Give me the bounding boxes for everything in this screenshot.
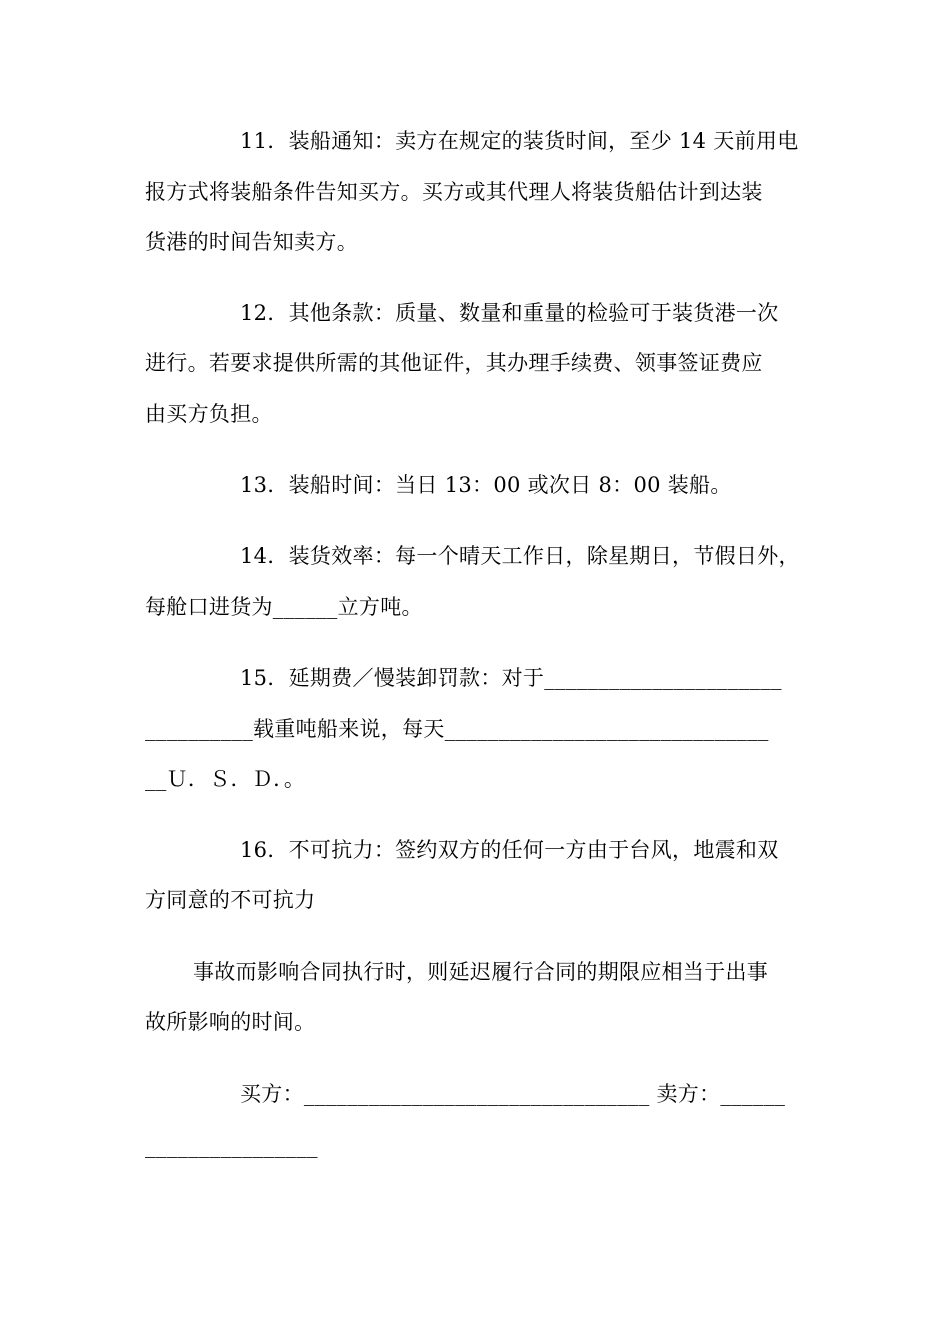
clause-14-line-1: 14．装货效率：每一个晴天工作日，除星期日，节假日外， xyxy=(240,544,800,568)
clause-15-line-3: __Ｕ．Ｓ．Ｄ．。 xyxy=(145,767,306,791)
clause-12-line-1: 12．其他条款：质量、数量和重量的检验可于装货港一次 xyxy=(240,301,779,325)
clause-15-line-1: 15．延期费／慢装卸罚款：对于______________________ xyxy=(240,666,782,690)
clause-16-line-3: 事故而影响合同执行时，则延迟履行合同的期限应相当于出事 xyxy=(193,960,769,984)
clause-16-line-2: 方同意的不可抗力 xyxy=(145,888,316,912)
signature-line-2: ________________ xyxy=(145,1134,318,1158)
clause-11-line-2: 报方式将装船条件告知买方。买方或其代理人将装货船估计到达装 xyxy=(145,180,763,204)
clause-11-line-1: 11．装船通知：卖方在规定的装货时间，至少 14 天前用电 xyxy=(240,129,799,153)
clause-12-line-3: 由买方负担。 xyxy=(145,402,273,426)
clause-13-line-1: 13．装船时间：当日 13：00 或次日 8：00 装船。 xyxy=(240,473,732,497)
clause-11-line-3: 货港的时间告知卖方。 xyxy=(145,230,358,254)
clause-16-line-4: 故所影响的时间。 xyxy=(145,1010,316,1034)
clause-16-line-1: 16．不可抗力：签约双方的任何一方由于台风，地震和双 xyxy=(240,838,779,862)
clause-14-line-2: 每舱口进货为______立方吨。 xyxy=(145,595,423,619)
clause-15-line-2: __________载重吨船来说，每天______________________________ xyxy=(145,717,769,741)
clause-12-line-2: 进行。若要求提供所需的其他证件，其办理手续费、领事签证费应 xyxy=(145,351,763,375)
signature-line-1: 买方：________________________________ 卖方：______ xyxy=(240,1082,786,1106)
